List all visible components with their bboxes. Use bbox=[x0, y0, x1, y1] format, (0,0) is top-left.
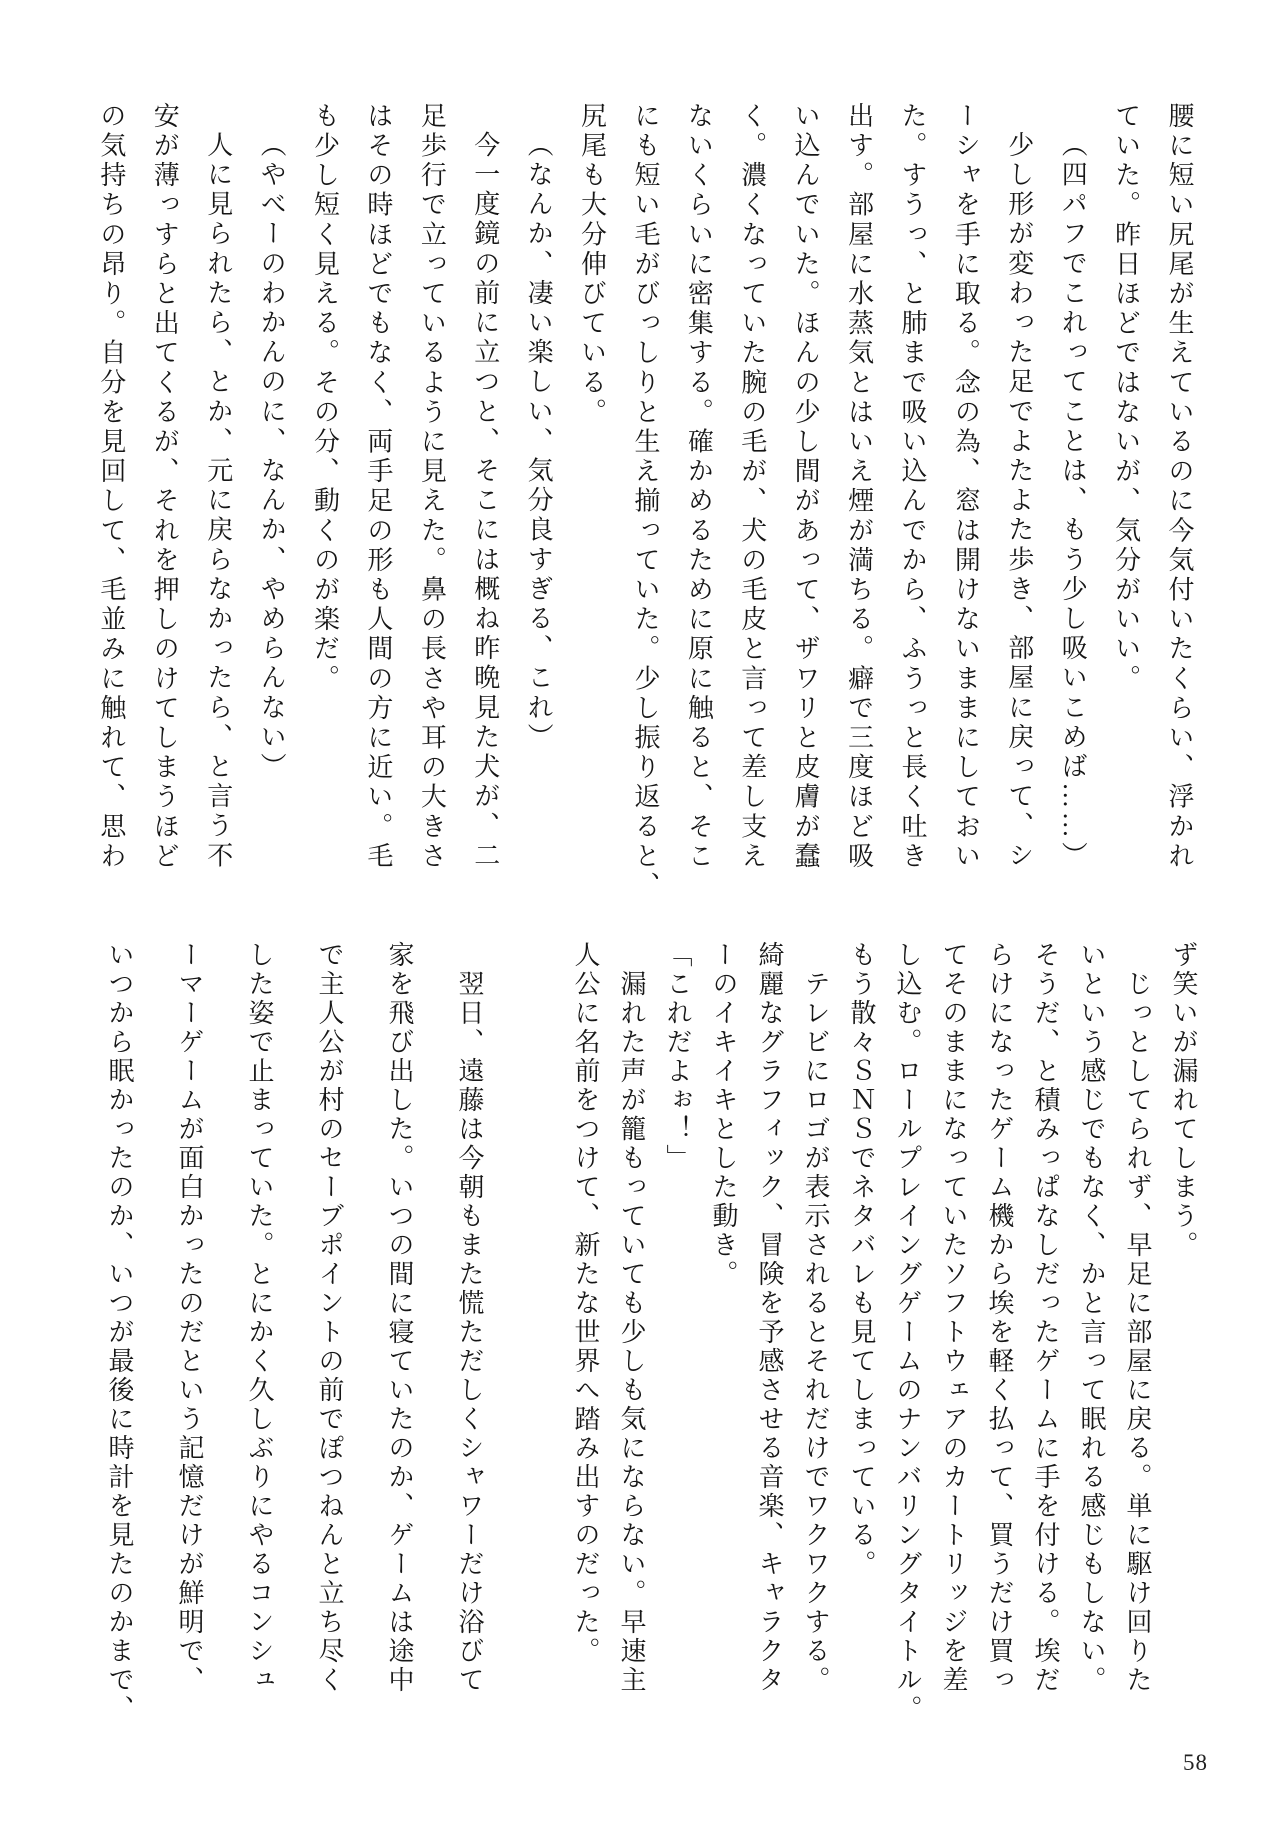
text-column: 人に見られたら、とか、元に戻らなかったら、と言う不 bbox=[203, 131, 233, 871]
text-column: く。濃くなっていた腕の毛が、犬の毛皮と言って差し支え bbox=[737, 102, 767, 872]
text-column: した姿で止まっていた。とにかく久しぶりにやるコンシュ bbox=[245, 941, 274, 1695]
text-column: 今一度鏡の前に立つと、そこには概ね昨晩見た犬が、二 bbox=[470, 131, 500, 871]
text-column: い込んでいた。ほんの少し間があって、ザワリと皮膚が蠢 bbox=[791, 102, 821, 872]
text-column: で主人公が村のセーブポイントの前でぽつねんと立ち尽く bbox=[315, 941, 344, 1695]
text-column: にも短い毛がびっしりと生え揃っていた。少し振り返ると、 bbox=[630, 102, 660, 902]
text-column: いつから眠かったのか、いつが最後に時計を見たのかまで、 bbox=[105, 941, 134, 1724]
text-column: そうだ、と積みっぱなしだったゲームに手を付ける。埃だ bbox=[1031, 941, 1060, 1695]
text-column: （四パフでこれってことは、もう少し吸いこめば……） bbox=[1058, 131, 1088, 871]
text-column: 尻尾も大分伸びている。 bbox=[577, 102, 607, 428]
page-number: 58 bbox=[1183, 1750, 1208, 1775]
text-column: し込む。ロールプレイングゲームのナンバリングタイトル。 bbox=[893, 941, 922, 1724]
text-block-bottom bbox=[84, 941, 1206, 1761]
text-column: 腰に短い尻尾が生えているのに今気付いたくらい、浮かれ bbox=[1165, 102, 1194, 872]
text-column: じっとしてられず、早足に部屋に戻る。単に駆け回りた bbox=[1123, 970, 1152, 1695]
text-column: 少し形が変わった足でよたよた歩き、部屋に戻って、シ bbox=[1004, 131, 1034, 871]
text-column: 家を飛び出した。いつの間に寝ていたのか、ゲームは途中 bbox=[385, 941, 414, 1695]
text-column: ーシャを手に取る。念の為、窓は開けないままにしておい bbox=[951, 102, 981, 872]
text-column: もう散々ＳＮＳでネタバレも見てしまっている。 bbox=[847, 941, 876, 1579]
text-column: 人公に名前をつけて、新たな世界へ踏み出すのだった。 bbox=[571, 941, 600, 1666]
text-column: はその時ほどでもなく、両手足の形も人間の方に近い。毛 bbox=[363, 102, 393, 872]
text-column: いという感じでもなく、かと言って眠れる感じもしない。 bbox=[1077, 941, 1106, 1695]
text-column: 「これだよぉ！」 bbox=[663, 941, 692, 1173]
text-block-top bbox=[84, 102, 1206, 902]
text-column: ないくらいに密集する。確かめるために原に触ると、そこ bbox=[684, 102, 714, 872]
text-column: 安が薄っすらと出てくるが、それを押しのけてしまうほど bbox=[150, 102, 180, 872]
text-column: ず笑いが漏れてしまう。 bbox=[1169, 941, 1198, 1260]
text-column: も少し短く見える。その分、動くのが楽だ。 bbox=[310, 102, 340, 694]
text-column: らけになったゲーム機から埃を軽く払って、買うだけ買っ bbox=[985, 941, 1014, 1695]
text-column: ていた。昨日ほどではないが、気分がいい。 bbox=[1111, 102, 1141, 694]
text-column: の気持ちの昂り。自分を見回して、毛並みに触れて、思わ bbox=[96, 102, 126, 872]
text-column: ーマーゲームが面白かったのだという記憶だけが鮮明で、 bbox=[175, 941, 204, 1695]
text-column: 漏れた声が籠もっていても少しも気にならない。早速主 bbox=[617, 970, 646, 1695]
text-column: （なんか、凄い楽しい、気分良すぎる、これ） bbox=[524, 131, 554, 753]
text-column: テレビにロゴが表示されるとそれだけでワクワクする。 bbox=[801, 970, 830, 1695]
text-column: 足歩行で立っているように見えた。鼻の長さや耳の大きさ bbox=[417, 102, 447, 872]
text-column: ーのイキイキとした動き。 bbox=[709, 941, 738, 1289]
text-column: 翌日、遠藤は今朝もまた慌ただしくシャワーだけ浴びて bbox=[455, 970, 484, 1695]
text-column: た。すうっ、と肺まで吸い込んでから、ふうっと長く吐き bbox=[897, 102, 927, 872]
text-column: てそのままになっていたソフトウェアのカートリッジを差 bbox=[939, 941, 968, 1695]
text-column: 出す。部屋に水蒸気とはいえ煙が満ちる。癖で三度ほど吸 bbox=[844, 102, 874, 872]
text-column: （やべーのわかんのに、なんか、やめらんない） bbox=[257, 131, 287, 783]
text-column: 綺麗なグラフィック、冒険を予感させる音楽、キャラクタ bbox=[755, 941, 784, 1695]
